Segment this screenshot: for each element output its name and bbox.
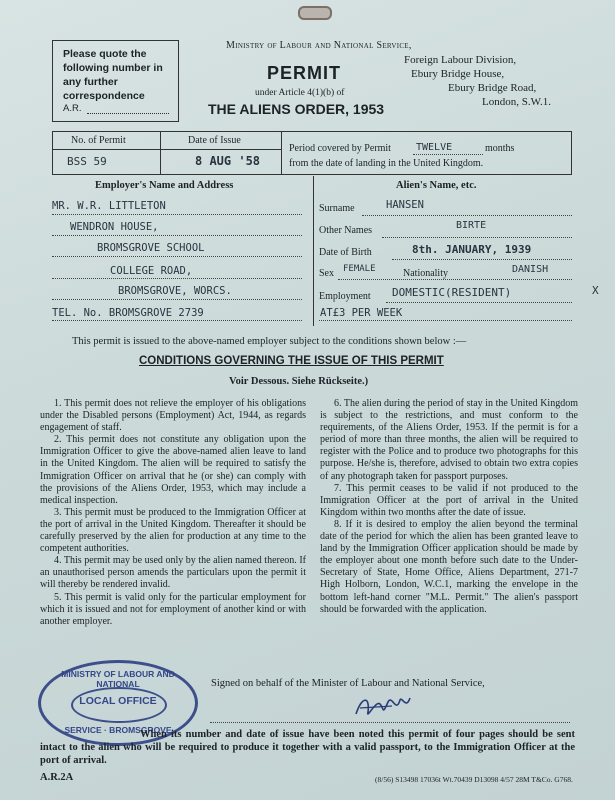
- period-value: TWELVE: [416, 142, 453, 153]
- info-divider-1: [160, 132, 161, 174]
- form-code: A.R.2A: [40, 772, 74, 783]
- alien-heading: Alien's Name, etc.: [396, 180, 477, 191]
- sex-label: Sex: [319, 268, 334, 279]
- employer-line-3: BROMSGROVE SCHOOL: [97, 242, 205, 254]
- under-article: under Article 4(1)(b) of: [255, 88, 345, 98]
- sex-nationality-rule: [338, 279, 572, 280]
- employment-value: DOMESTIC(RESIDENT): [392, 286, 512, 299]
- address-line-4: London, S.W.1.: [482, 96, 551, 108]
- quote-box-ref-line: [87, 113, 169, 114]
- employer-rule-5: [52, 299, 302, 300]
- date-of-issue-value: 8 AUG '58: [195, 154, 261, 168]
- condition-1: 1. This permit does not relieve the employer of his obligations under the Disabled persons (Employment) Act, 1944, as regards engagement of staff.: [40, 398, 306, 434]
- condition-2: 2. This permit does not constitute any obligation upon the Immigration Officer to give the above-named alien leave to land in the United Kingdom. The alien will be required to satisfy the Immigration Officer on arrival that he (or she) can comply with the provisions of the Aliens Order, 1953, which may include a medical inspection.: [40, 434, 306, 506]
- employer-line-2: WENDRON HOUSE,: [70, 221, 159, 233]
- period-label: Period covered by Permit: [289, 143, 391, 154]
- issued-text: This permit is issued to the above-named employer subject to the conditions shown below :—: [72, 336, 467, 347]
- staple: [298, 6, 332, 20]
- voir-dessous: Voir Dessous. Siehe Rückseite.): [229, 376, 369, 387]
- condition-8: 8. If it is desired to employ the alien beyond the terminal date of the period for which the alien has been granted leave to land by the Immigration Officer application should be made by the employer about one month before such date to the Under-Secretary of State, Home Office, Aliens Department, 271-7 High Holborn, London, W.C.1, marking the envelope in the bottom left-hand corner "M.L. Permit." The alien's passport should be forwarded with the application.: [320, 518, 578, 615]
- permit-number-value: BSS 59: [67, 155, 107, 168]
- dob-value: 8th. JANUARY, 1939: [412, 243, 532, 256]
- employer-line-6: TEL. No. BROMSGROVE 2739: [52, 307, 204, 319]
- employer-rule-2: [52, 235, 302, 236]
- quote-number-box: [52, 40, 179, 122]
- dob-rule: [392, 259, 572, 260]
- employer-rule-3: [52, 256, 302, 257]
- employer-line-1: MR. W.R. LITTLETON: [52, 200, 166, 212]
- date-of-issue-label: Date of Issue: [188, 135, 241, 146]
- employer-line-5: BROMSGROVE, WORCS.: [118, 285, 232, 297]
- conditions-title: CONDITIONS GOVERNING THE ISSUE OF THIS PERMIT: [139, 355, 444, 367]
- stamp-center-text: LOCAL OFFICE: [79, 695, 157, 707]
- quote-box-ref-label: A.R.: [63, 103, 82, 114]
- condition-7: 7. This permit ceases to be valid if not produced to the Immigration Officer at the port of arrival in the United Kingdom within two months after the date of issue.: [320, 482, 578, 518]
- stamp-ring-bottom: SERVICE · BROMSGROVE: [64, 725, 172, 735]
- sex-value: FEMALE: [343, 264, 376, 274]
- official-signature: [352, 690, 412, 722]
- employer-heading: Employer's Name and Address: [95, 180, 234, 191]
- address-line-1: Foreign Labour Division,: [404, 54, 517, 66]
- print-code: (8/56) S13498 17036t Wt.70439 D13098 4/57 28M T&Co. G768.: [375, 775, 573, 784]
- condition-4: 4. This permit may be used only by the alien named thereon. If an unauthorised person amends the particulars upon the permit it will thereby be rendered invalid.: [40, 555, 306, 591]
- condition-6: 6. The alien during the period of stay in the United Kingdom is subject to the restrictions, and must conform to the requirements, of the Aliens Order, 1953. If the permit is for a period of more than three months, the alien will be required to register with the Police and to produce two photographs for this purpose. He/she is, therefore, advised to obtain two extra copies of any photograph taken for passport purposes.: [320, 398, 578, 482]
- employer-rule-1: [52, 214, 302, 215]
- ministry-heading: Ministry of Labour and National Service,: [226, 40, 412, 51]
- aliens-order-title: THE ALIENS ORDER, 1953: [208, 101, 385, 117]
- stamp-ring-top: MINISTRY OF LABOUR AND NATIONAL: [61, 669, 175, 689]
- address-line-3: Ebury Bridge Road,: [448, 82, 537, 94]
- period-underline: [413, 154, 483, 155]
- quote-box-text: Please quote the following number in any further correspondence: [63, 48, 163, 102]
- signature-rule: [210, 722, 570, 723]
- info-header-rule: [53, 149, 281, 150]
- other-names-rule: [382, 237, 572, 238]
- employer-line-4: COLLEGE ROAD,: [110, 265, 193, 277]
- surname-label: Surname: [319, 203, 355, 214]
- employer-rule-4: [52, 278, 302, 279]
- footer-note: When its number and date of issue have been noted this permit of four pages should be sent intact to the alien who will be required to produce it together with a valid passport, to the Immigration Officer at the port of arrival.: [40, 729, 575, 766]
- other-names-value: BIRTE: [456, 220, 487, 231]
- wage-rule: [319, 320, 572, 321]
- nationality-value: DANISH: [512, 264, 549, 275]
- employer-alien-divider: [313, 176, 314, 326]
- employment-label: Employment: [319, 291, 371, 302]
- address-line-2: Ebury Bridge House,: [411, 68, 505, 80]
- wage-value: AT£3 PER WEEK: [320, 307, 403, 319]
- surname-rule: [362, 215, 572, 216]
- signed-text: Signed on behalf of the Minister of Labour and National Service,: [211, 678, 485, 689]
- info-divider-2: [281, 132, 282, 174]
- condition-5: 5. This permit is valid only for the particular employment for which it is issued and not for employment of another kind or with another employer.: [40, 591, 306, 627]
- permit-number-label: No. of Permit: [71, 135, 126, 146]
- permit-info-box: [52, 131, 572, 175]
- condition-3: 3. This permit must be produced to the Immigration Officer at the port of arrival in the United Kingdom. Thereafter it should be carefully preserved by the alien for production at any time to the competent authorities.: [40, 506, 306, 555]
- nationality-label: Nationality: [403, 268, 448, 279]
- employment-rule: [386, 302, 572, 303]
- other-names-label: Other Names: [319, 225, 373, 236]
- period-from-text: from the date of landing in the United Kingdom.: [289, 158, 484, 169]
- dob-label: Date of Birth: [319, 247, 372, 258]
- permit-title: PERMIT: [267, 63, 342, 83]
- period-unit: months: [485, 143, 515, 154]
- conditions-left-column: [40, 398, 306, 628]
- conditions-right-column: [320, 398, 578, 616]
- margin-mark: X: [592, 284, 599, 297]
- employer-rule-6: [52, 320, 302, 321]
- surname-value: HANSEN: [386, 199, 424, 211]
